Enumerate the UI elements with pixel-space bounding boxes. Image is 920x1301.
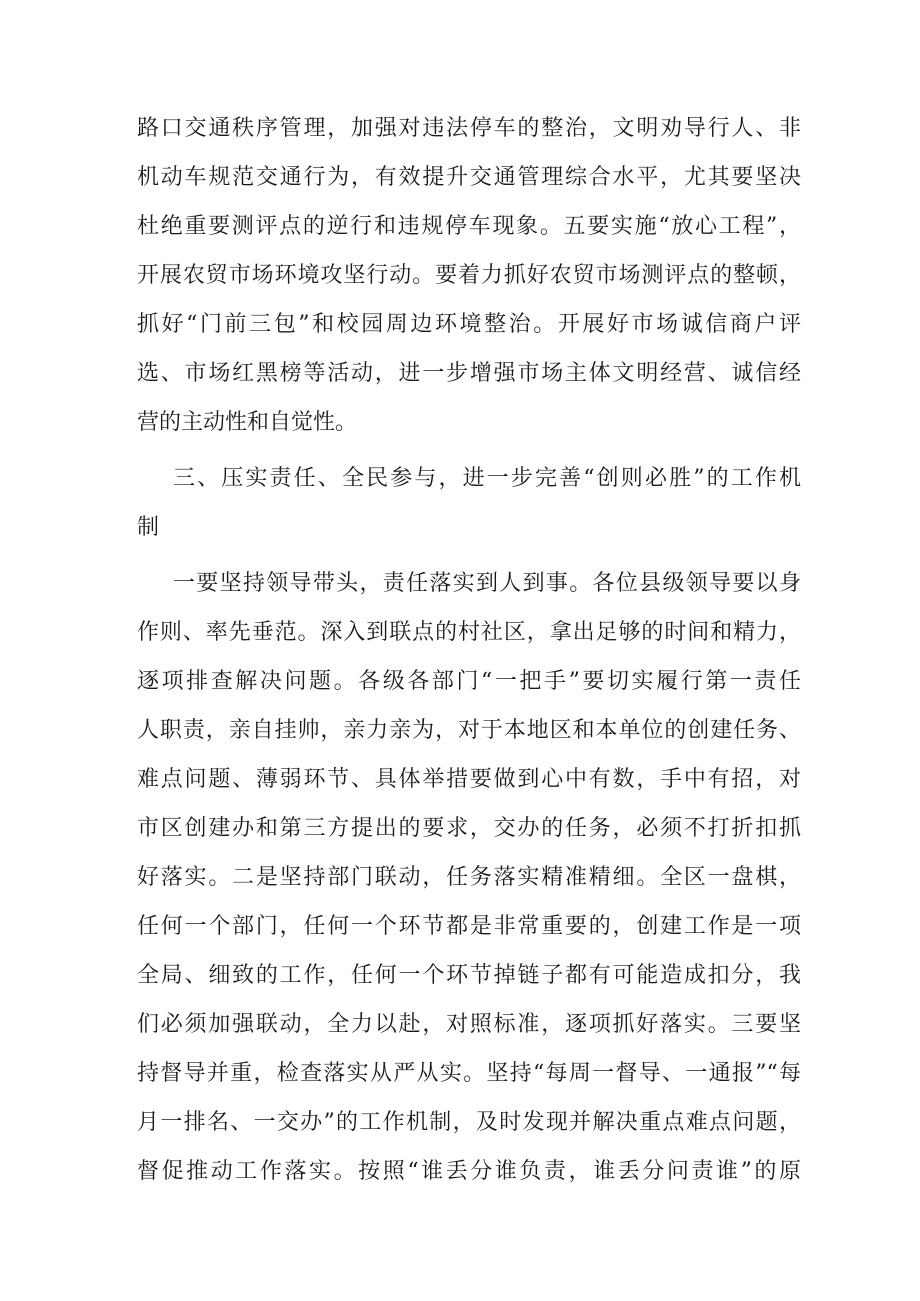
paragraph-line: 督促推动工作落实。按照“谁丢分谁负责，谁丢分问责谁”的原 [137, 1159, 801, 1184]
paragraph-line: 月一排名、一交办”的工作机制，及时发现并解决重点难点问题， [137, 1110, 801, 1135]
paragraph-line: 难点问题、薄弱环节、具体举措要做到心中有数，手中有招，对 [137, 767, 801, 792]
paragraph-line: 人职责，亲自挂帅，亲力亲为，对于本地区和本单位的创建任务、 [137, 718, 801, 743]
paragraph-line: 市区创建办和第三方提出的要求，交办的任务，必须不打折扣抓 [137, 816, 801, 841]
paragraph-line: 一要坚持领导带头，责任落实到人到事。各位县级领导要以身 [173, 571, 801, 596]
paragraph-line: 任何一个部门，任何一个环节都是非常重要的，创建工作是一项 [137, 914, 801, 939]
section-heading-line: 制 [137, 515, 160, 540]
paragraph-line: 杜绝重要测评点的逆行和违规停车现象。五要实施“放心工程”， [137, 214, 801, 239]
paragraph-line: 开展农贸市场环境攻坚行动。要着力抓好农贸市场测评点的整顿， [137, 263, 801, 288]
paragraph-line: 全局、细致的工作，任何一个环节掉链子都有可能造成扣分，我 [137, 963, 801, 988]
paragraph-line: 抓好“门前三包”和校园周边环境整治。开展好市场诚信商户评 [137, 312, 801, 337]
paragraph-line: 逐项排查解决问题。各级各部门“一把手”要切实履行第一责任 [137, 669, 801, 694]
paragraph-line: 选、市场红黑榜等活动，进一步增强市场主体文明经营、诚信经 [137, 361, 801, 386]
section-heading-line: 三、压实责任、全民参与，进一步完善“创则必胜”的工作机 [173, 466, 801, 491]
paragraph-line: 营的主动性和自觉性。 [137, 410, 358, 435]
paragraph-line: 好落实。二是坚持部门联动，任务落实精准精细。全区一盘棋， [137, 865, 801, 890]
paragraph-line: 们必须加强联动，全力以赴，对照标准，逐项抓好落实。三要坚 [137, 1012, 801, 1037]
paragraph-line: 持督导并重，检查落实从严从实。坚持“每周一督导、一通报”“每 [137, 1061, 801, 1086]
paragraph-line: 机动车规范交通行为，有效提升交通管理综合水平，尤其要坚决 [137, 165, 801, 190]
paragraph-line: 作则、率先垂范。深入到联点的村社区，拿出足够的时间和精力， [137, 620, 801, 645]
paragraph-line: 路口交通秩序管理，加强对违法停车的整治，文明劝导行人、非 [137, 116, 801, 141]
